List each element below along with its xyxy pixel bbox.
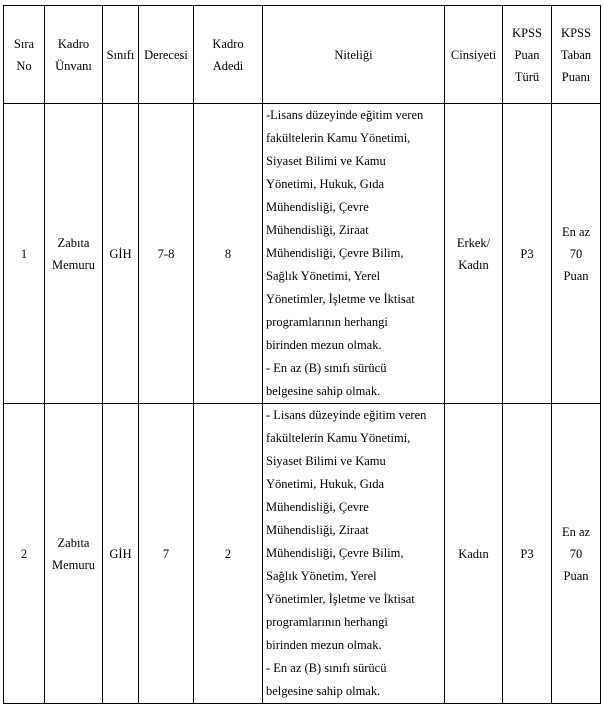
cell-cinsiyeti: Erkek/ Kadın [445, 104, 503, 404]
cell-niteligi: - Lisans düzeyinde eğitim veren fakültelerin Kamu Yönetimi, Siyaset Bilimi ve Kamu Yönetimi, Hukuk, Gıda Mühendisliği, Çevre Mühendisliği, Ziraat Mühendisliği, Çevre Bilim, Sağlık Yönetim, Yerel Yönetimler, İşletme ve İktisat programlarının herhangi birinden mezun olmak. - En az (B) sınıfı sürücü belgesine sahip olmak. [263, 404, 445, 704]
header-derecesi: Derecesi [139, 6, 194, 104]
kadro-table [3, 5, 601, 704]
header-niteligi: Niteliği [263, 6, 445, 104]
cell-kadro-unvani: Zabıta Memuru [45, 104, 103, 404]
cell-kadro-adedi: 8 [194, 104, 263, 404]
header-kadro-adedi: Kadro Adedi [194, 6, 263, 104]
header-cinsiyeti: Cinsiyeti [445, 6, 503, 104]
table-row [4, 104, 601, 404]
header-kpss-puan-turu: KPSS Puan Türü [503, 6, 552, 104]
cell-sira-no: 2 [4, 404, 45, 704]
cell-kpss-taban-puani: En az 70 Puan [552, 404, 601, 704]
cell-cinsiyeti: Kadın [445, 404, 503, 704]
table-row [4, 404, 601, 704]
cell-niteligi: -Lisans düzeyinde eğitim veren fakültelerin Kamu Yönetimi, Siyaset Bilimi ve Kamu Yönetimi, Hukuk, Gıda Mühendisliği, Çevre Mühendisliği, Ziraat Mühendisliği, Çevre Bilim, Sağlık Yönetimi, Yerel Yönetimler, İşletme ve İktisat programlarının herhangi birinden mezun olmak. - En az (B) sınıfı sürücü belgesine sahip olmak. [263, 104, 445, 404]
cell-sinifi: GİH [103, 104, 139, 404]
header-sira-no: Sıra No [4, 6, 45, 104]
header-sinifi: Sınıfı [103, 6, 139, 104]
cell-kpss-puan-turu: P3 [503, 404, 552, 704]
cell-sinifi: GİH [103, 404, 139, 704]
table-header-row [4, 6, 601, 104]
cell-kpss-taban-puani: En az 70 Puan [552, 104, 601, 404]
cell-kadro-adedi: 2 [194, 404, 263, 704]
cell-kpss-puan-turu: P3 [503, 104, 552, 404]
cell-derecesi: 7 [139, 404, 194, 704]
header-kpss-taban-puani: KPSS Taban Puanı [552, 6, 601, 104]
cell-kadro-unvani: Zabıta Memuru [45, 404, 103, 704]
cell-sira-no: 1 [4, 104, 45, 404]
cell-derecesi: 7-8 [139, 104, 194, 404]
header-kadro-unvani: Kadro Ünvanı [45, 6, 103, 104]
